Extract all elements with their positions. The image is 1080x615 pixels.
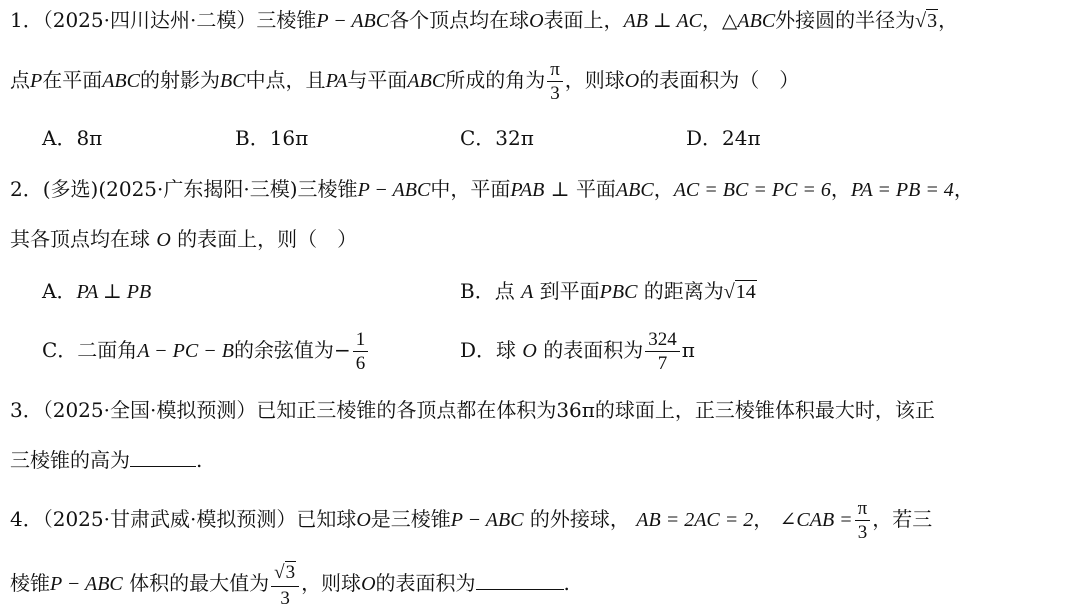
q2-option-d: D．球 O 的表面积为 $\frac{324}{7}$ π [460, 329, 695, 374]
fraction-pi-over-3: $\frac{\pi}{3}$ [547, 60, 563, 103]
q2-line2: 其各顶点均在球 O 的表面上，则（ ） [10, 227, 358, 251]
sqrt-14: √14 [723, 281, 756, 303]
fraction-1-over-6: $\frac{1}{6}$ [353, 330, 369, 373]
q1-option-d: D．24π [686, 126, 761, 150]
q1-line2: 点P在平面ABC的射影为BC中点，且PA与平面ABC所成的角为 $\frac{\pi}{3}$ ，则球O的表面积为（ ） [10, 59, 800, 104]
q2-line1: 2．(多选)(2025·广东揭阳·三模)三棱锥P − ABC中，平面PAB ⊥ 平面ABC，AC = BC = PC = 6，PA = PB = 4， [10, 177, 974, 201]
q1-line1: 1．（2025·四川达州·二模）三棱锥P − ABC各个顶点均在球O表面上，AB ⊥ AC，△ABC外接圆的半径为√3， [10, 6, 958, 34]
q4-line2: 棱锥P − ABC 体积的最大值为 $\frac{√3}{3}$ ，则球O的表面积为 . [10, 562, 570, 609]
q2-option-c: C．二面角A − PC − B的余弦值为− $\frac{1}{6}$ [42, 325, 370, 376]
answer-blank[interactable] [476, 571, 564, 590]
sqrt-3: √3 [915, 10, 938, 32]
q4-line1: 4．（2025·甘肃武威·模拟预测）已知球O是三棱锥P − ABC 的外接球， AB = 2AC = 2， ∠CAB = $\frac{\pi}{3}$ ，若三 [10, 498, 933, 543]
fraction-324-over-7: $\frac{324}{7}$ [645, 330, 680, 373]
q3-line2: 三棱锥的高为 . [10, 448, 203, 472]
answer-blank[interactable] [130, 448, 196, 467]
fraction-sqrt3-over-3: $\frac{√3}{3}$ [271, 561, 299, 608]
q1-option-b: B．16π [235, 126, 309, 150]
q3-line1: 3．（2025·全国·模拟预测）已知正三棱锥的各顶点都在体积为36π的球面上，正三棱锥体积最大时，该正 [10, 398, 935, 422]
q1-option-c: C．32π [460, 126, 534, 150]
fraction-pi-over-3: $\frac{\pi}{3}$ [855, 499, 871, 542]
q1-option-a: A．8π [42, 126, 103, 150]
q2-option-b: B．点 A 到平面PBC 的距离为√14 [460, 277, 757, 306]
q2-option-a: A．PA ⊥ PB [42, 279, 152, 303]
